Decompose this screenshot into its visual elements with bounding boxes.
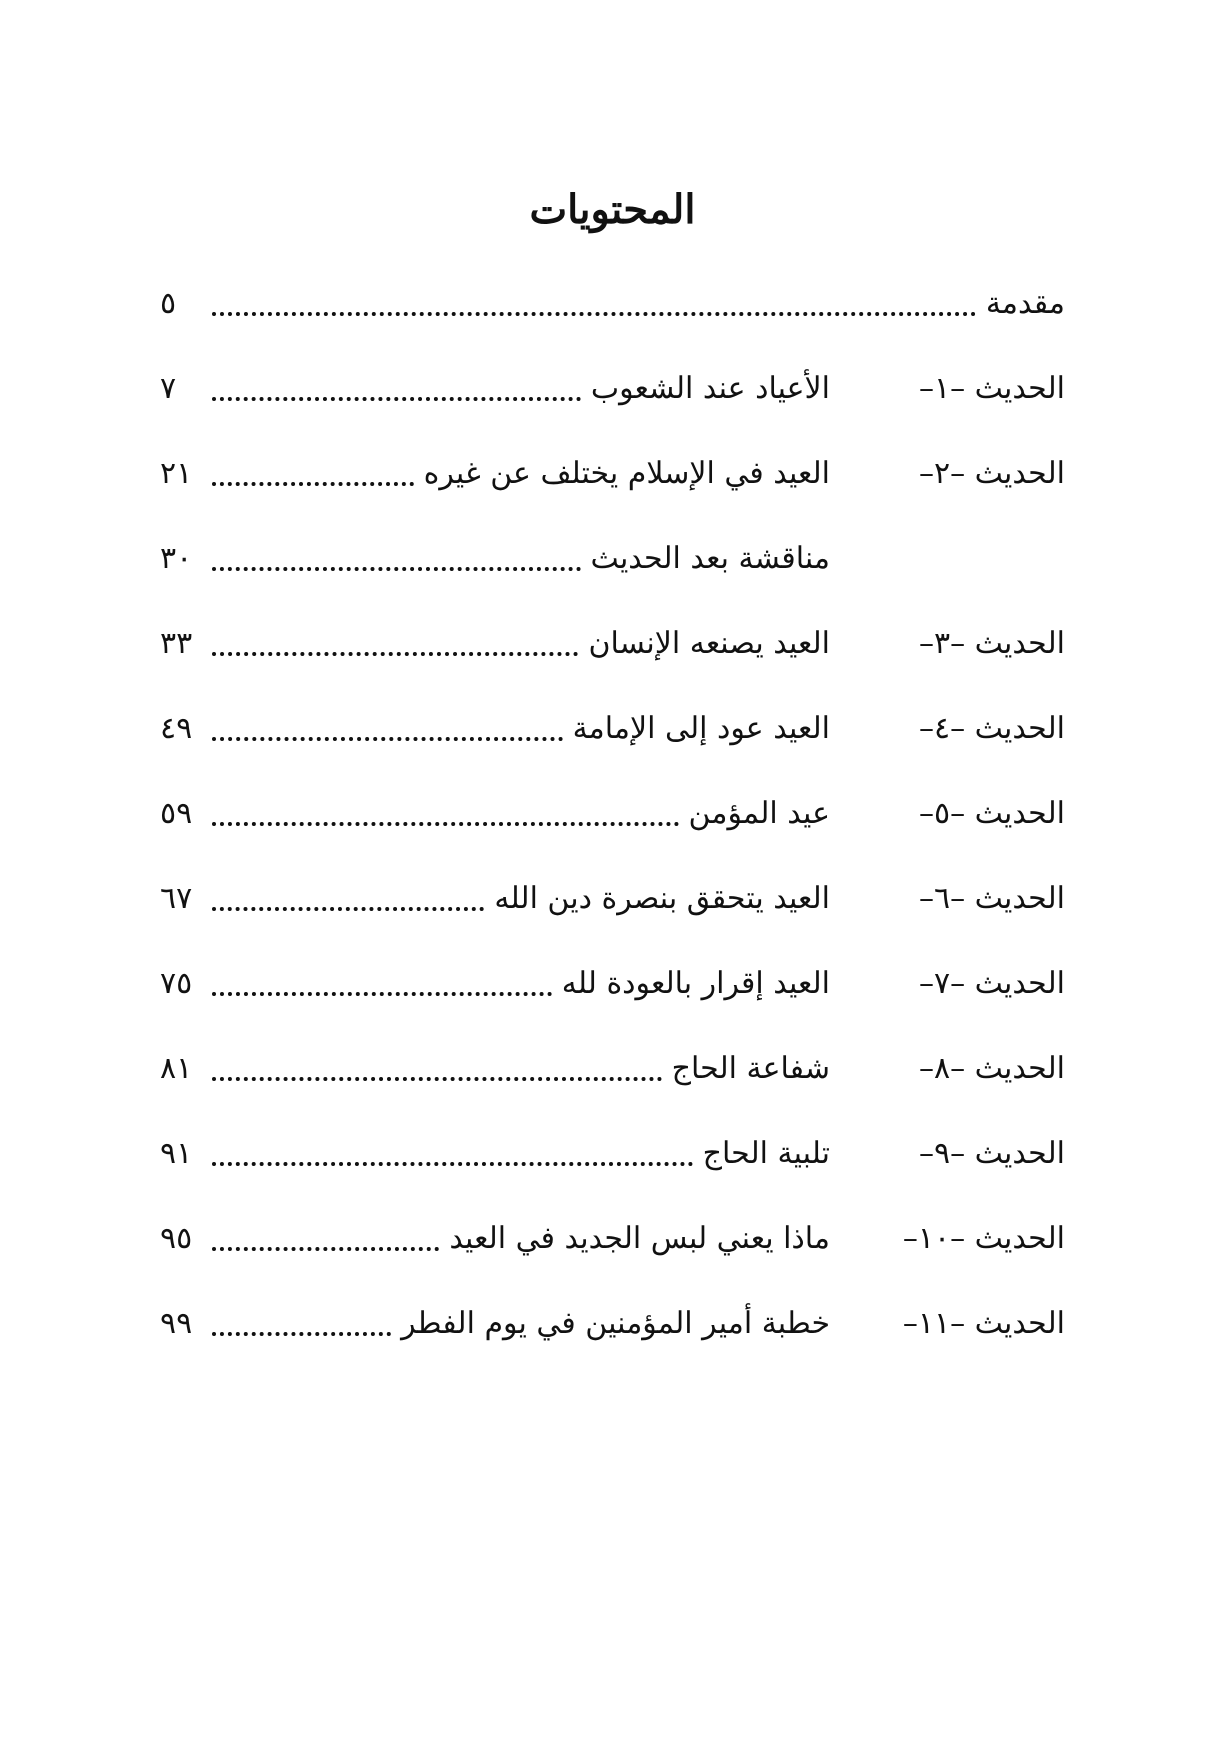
leader-dots [212, 1160, 693, 1166]
leader-dots [212, 1245, 439, 1251]
toc-entry-label: الحديث –٤– [918, 711, 1065, 746]
toc-entry-label: الحديث –٨– [918, 1051, 1065, 1086]
toc-entry-title: خطبة أمير المؤمنين في يوم الفطر [401, 1306, 830, 1341]
toc-entry-discussion[interactable] [160, 523, 1065, 608]
toc-entry-title: مناقشة بعد الحديث [590, 541, 830, 576]
toc-entry-title: الأعياد عند الشعوب [590, 371, 830, 406]
leader-dots [212, 820, 679, 826]
toc-page-number: ٧٥ [160, 966, 193, 1001]
toc-page-number: ٦٧ [160, 881, 193, 916]
toc-entry-title: شفاعة الحاج [671, 1051, 830, 1086]
leader-dots [212, 480, 414, 486]
toc-entry-title: ماذا يعني لبس الجديد في العيد [449, 1221, 830, 1256]
toc-entry-hadith-8[interactable] [160, 1033, 1065, 1118]
toc-entry-title: العيد في الإسلام يختلف عن غيره [423, 456, 830, 491]
toc-entry-label: الحديث –٥– [918, 796, 1065, 831]
toc-page-number: ٩٥ [160, 1221, 193, 1256]
toc-page-number: ٢١ [160, 456, 193, 491]
toc-entry-hadith-4[interactable] [160, 693, 1065, 778]
toc-page-number: ٥ [160, 286, 177, 321]
leader-dots [212, 310, 976, 316]
leader-dots [212, 650, 578, 656]
toc-page-number: ٩٩ [160, 1306, 193, 1341]
leader-dots [212, 565, 581, 571]
leader-dots [212, 905, 484, 911]
toc-entry-hadith-10[interactable] [160, 1203, 1065, 1288]
toc-entry-hadith-6[interactable] [160, 863, 1065, 948]
toc-entry-label: الحديث –٩– [918, 1136, 1065, 1171]
toc-page-number: ٣٣ [160, 626, 193, 661]
toc-page-number: ٥٩ [160, 796, 193, 831]
leader-dots [212, 735, 563, 741]
toc-entry-title: العيد يصنعه الإنسان [588, 626, 830, 661]
toc-entry-label: الحديث –٢– [918, 456, 1065, 491]
toc-entry-label: الحديث –١٠– [902, 1221, 1065, 1256]
toc-entry-hadith-11[interactable] [160, 1288, 1065, 1373]
toc-page-number: ٤٩ [160, 711, 193, 746]
leader-dots [212, 990, 552, 996]
toc-page-number: ٩١ [160, 1136, 193, 1171]
toc-page-number: ٨١ [160, 1051, 193, 1086]
page-title: المحتويات [529, 186, 696, 233]
toc-entry-title: مقدمة [985, 286, 1065, 321]
leader-dots [212, 1330, 391, 1336]
toc-entry-hadith-9[interactable] [160, 1118, 1065, 1203]
toc-entry-title: العيد إقرار بالعودة لله [561, 966, 830, 1001]
toc-entry-title: العيد يتحقق بنصرة دين الله [494, 881, 830, 916]
toc-entry-title: العيد عود إلى الإمامة [572, 711, 830, 746]
toc-entry-label: الحديث –٣– [918, 626, 1065, 661]
toc-entry-label: الحديث –١١– [902, 1306, 1065, 1341]
toc-entry-hadith-1[interactable] [160, 353, 1065, 438]
toc-entry-title: عيد المؤمن [688, 796, 830, 831]
toc-entry-title: تلبية الحاج [702, 1136, 830, 1171]
toc-page-number: ٧ [160, 371, 177, 406]
toc-entry-label: الحديث –٦– [918, 881, 1065, 916]
table-of-contents [160, 268, 1065, 1373]
toc-entry-hadith-5[interactable] [160, 778, 1065, 863]
toc-entry-hadith-7[interactable] [160, 948, 1065, 1033]
toc-entry-hadith-2[interactable] [160, 438, 1065, 523]
toc-entry-hadith-3[interactable] [160, 608, 1065, 693]
toc-entry-label: الحديث –١– [918, 371, 1065, 406]
toc-page-number: ٣٠ [160, 541, 193, 576]
leader-dots [212, 395, 581, 401]
toc-entry-introduction[interactable] [160, 268, 1065, 353]
leader-dots [212, 1075, 662, 1081]
toc-entry-label: الحديث –٧– [918, 966, 1065, 1001]
